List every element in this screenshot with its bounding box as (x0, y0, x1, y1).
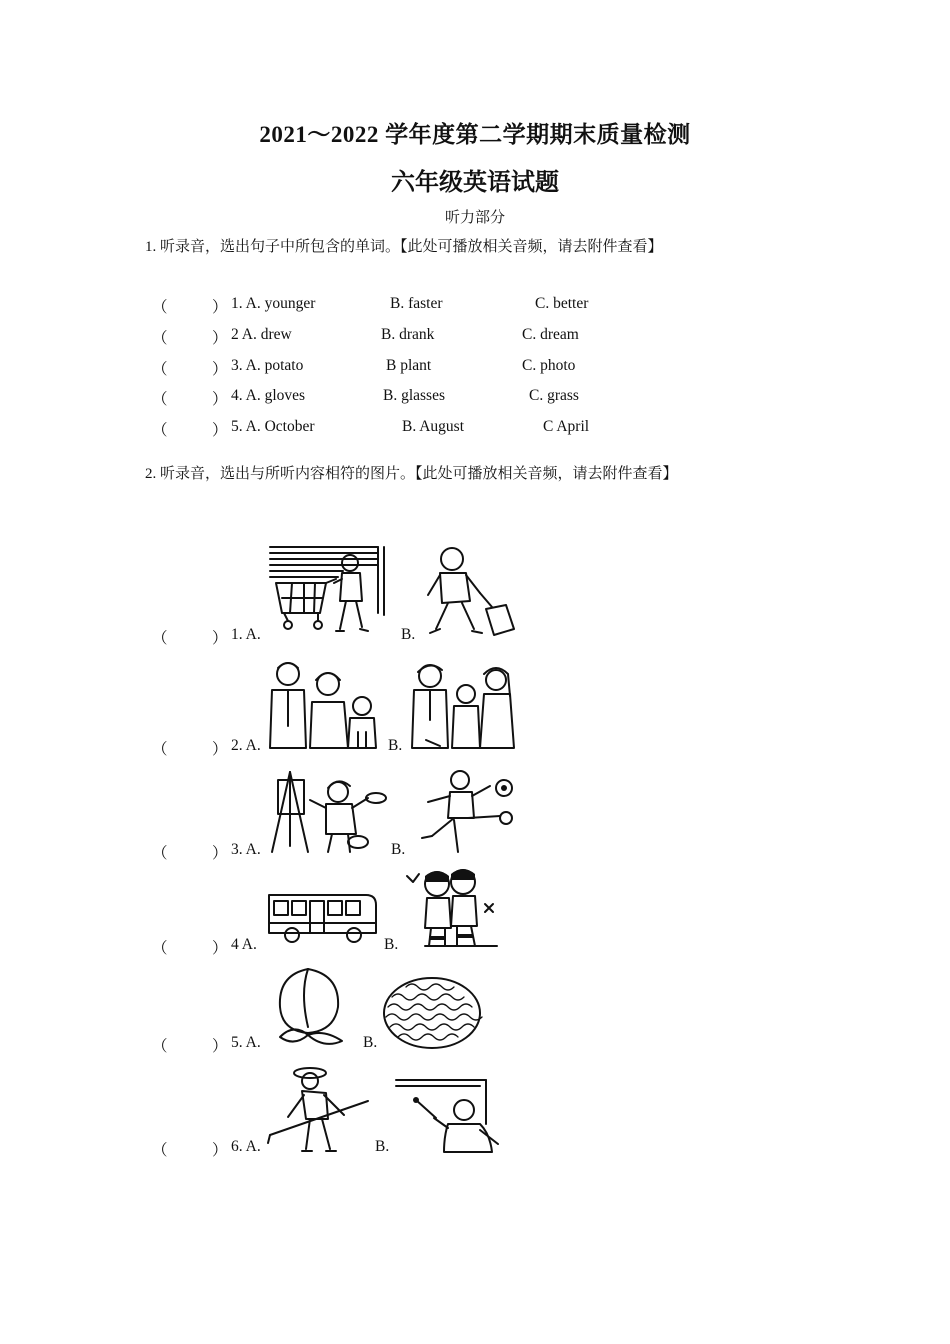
answer-paren-close: ） (212, 330, 228, 347)
q2-option-b: B. (375, 1138, 390, 1155)
answer-paren-open: （ (152, 1038, 168, 1055)
answer-paren-open: （ (152, 422, 168, 439)
q1-option-c: C. photo (522, 357, 576, 374)
q1-option-a: 1. A. younger (231, 295, 316, 312)
peach-picture (272, 963, 348, 1051)
answer-paren-open: （ (152, 330, 168, 347)
q2-option-a: 5. A. (231, 1034, 261, 1051)
q1-option-a: 2 A. drew (231, 326, 292, 343)
answer-paren-close: ） (212, 940, 228, 957)
q1-option-b: B. August (402, 418, 465, 435)
q2-option-b: B. (363, 1034, 378, 1051)
answer-paren-close: ） (212, 391, 228, 408)
answer-paren-open: （ (152, 1142, 168, 1159)
q1-option-c: C April (543, 418, 590, 435)
boy-football-picture (414, 768, 522, 858)
bus-picture (266, 889, 380, 945)
teacher-blackboard-picture (394, 1074, 504, 1154)
parents-child-picture (406, 660, 518, 750)
exam-subtitle: 六年级英语试题 (391, 170, 559, 196)
q1-option-b: B plant (386, 357, 432, 374)
q1-option-a: 4. A. gloves (231, 387, 306, 404)
q2-option-b: B. (388, 737, 403, 754)
q1-option-b: B. glasses (383, 387, 445, 404)
q1-option-a: 5. A. October (231, 418, 315, 435)
q1-option-b: B. faster (390, 295, 443, 312)
answer-paren-close: ） (212, 422, 228, 439)
two-children-picture (401, 866, 501, 952)
question-1-heading: 1. 听录音，选出句子中所包含的单词。【此处可播放相关音频，请去附件查看】 (145, 239, 663, 255)
question-2-heading: 2. 听录音，选出与所听内容相符的图片。【此处可播放相关音频，请去附件查看】 (145, 466, 678, 482)
q1-option-c: C. grass (529, 387, 579, 404)
q1-option-c: C. dream (522, 326, 579, 343)
q2-option-a: 4 A. (231, 936, 257, 953)
answer-paren-open: （ (152, 741, 168, 758)
q2-option-b: B. (391, 841, 406, 858)
farmer-hoe-picture (266, 1063, 374, 1155)
q2-option-b: B. (384, 936, 399, 953)
answer-paren-close: ） (212, 845, 228, 862)
section-label: 听力部分 (444, 210, 505, 226)
shopping-cart-boy-picture (268, 543, 390, 638)
boy-painting-picture (268, 768, 386, 856)
answer-paren-open: （ (152, 299, 168, 316)
answer-paren-close: ） (212, 1038, 228, 1055)
answer-paren-open: （ (152, 940, 168, 957)
answer-paren-open: （ (152, 361, 168, 378)
q2-option-b: B. (401, 626, 416, 643)
walking-boy-suitcase-picture (420, 545, 520, 640)
answer-paren-close: ） (212, 1142, 228, 1159)
q2-option-a: 2. A. (231, 737, 261, 754)
q2-option-a: 1. A. (231, 626, 261, 643)
answer-paren-close: ） (212, 741, 228, 758)
q1-option-c: C. better (535, 295, 589, 312)
q1-option-b: B. drank (381, 326, 435, 343)
q2-option-a: 6. A. (231, 1138, 261, 1155)
answer-paren-close: ） (212, 630, 228, 647)
grandparents-child-picture (266, 656, 384, 751)
q1-option-a: 3. A. potato (231, 357, 304, 374)
q2-option-a: 3. A. (231, 841, 261, 858)
exam-title: 2021～2022 学年度第二学期期末质量检测 (259, 122, 691, 147)
watermelon-picture (380, 973, 486, 1053)
answer-paren-open: （ (152, 630, 168, 647)
answer-paren-open: （ (152, 845, 168, 862)
answer-paren-open: （ (152, 391, 168, 408)
answer-paren-close: ） (212, 361, 228, 378)
answer-paren-close: ） (212, 299, 228, 316)
